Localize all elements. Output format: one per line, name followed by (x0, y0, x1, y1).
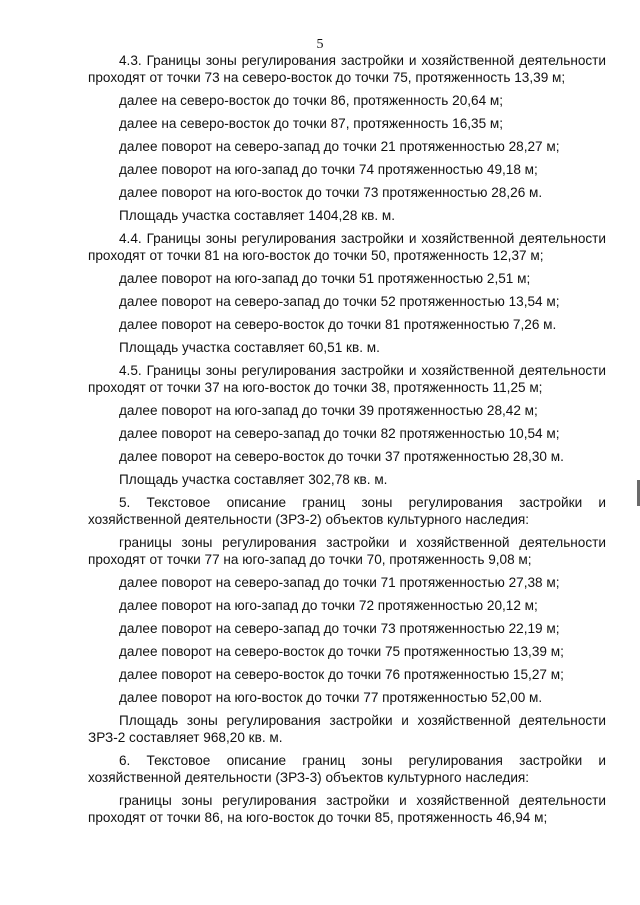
boundary-intro: границы зоны регулирования застройки и хозяйственной деятельности проходят от точки 86, на юго-восток до точки 85, протяженность 46,94 м; (88, 793, 606, 825)
boundary-line: далее поворот на северо-запад до точки 73 протяженностью 22,19 м; (119, 621, 560, 636)
area-line: Площадь участка составляет 60,51 кв. м. (119, 340, 380, 355)
boundary-line: далее поворот на юго-запад до точки 72 протяженностью 20,12 м; (119, 598, 538, 613)
boundary-line: далее поворот на юго-восток до точки 73 протяженностью 28,26 м. (119, 185, 543, 200)
area-line: Площадь участка составляет 302,78 кв. м. (119, 472, 388, 487)
boundary-line: далее поворот на северо-восток до точки 81 протяженностью 7,26 м. (119, 317, 557, 332)
boundary-line: далее на северо-восток до точки 86, протяженность 20,64 м; (119, 93, 504, 108)
boundary-line: далее поворот на юго-восток до точки 77 протяженностью 52,00 м. (119, 690, 543, 705)
boundary-intro: границы зоны регулирования застройки и хозяйственной деятельности проходят от точки 77 на юго-запад до точки 70, протяженность 9,08 м; (88, 535, 606, 567)
boundary-line: далее поворот на юго-запад до точки 74 протяженностью 49,18 м; (119, 162, 538, 177)
document-body (88, 52, 606, 826)
paragraph-4-5: 4.5. Границы зоны регулирования застройки и хозяйственной деятельности проходят от точки 37 на юго-восток до точки 38, протяженность 11,25 м; (88, 363, 606, 395)
boundary-line: далее поворот на северо-запад до точки 71 протяженностью 27,38 м; (119, 575, 560, 590)
boundary-line: далее поворот на северо-восток до точки 37 протяженностью 28,30 м. (119, 449, 564, 464)
section-5-heading: 5. Текстовое описание границ зоны регулирования застройки и хозяйственной деятельности (ЗРЗ-2) объектов культурного наследия: (88, 495, 606, 527)
boundary-line: далее поворот на северо-запад до точки 52 протяженностью 13,54 м; (119, 294, 560, 309)
boundary-line: далее поворот на юго-запад до точки 51 протяженностью 2,51 м; (119, 271, 531, 286)
boundary-line: далее поворот на северо-запад до точки 82 протяженностью 10,54 м; (119, 426, 560, 441)
boundary-line: далее поворот на северо-запад до точки 21 протяженностью 28,27 м; (119, 139, 560, 154)
area-line: Площадь участка составляет 1404,28 кв. м. (119, 208, 396, 223)
page-number: 5 (316, 37, 324, 52)
boundary-line: далее поворот на юго-запад до точки 39 протяженностью 28,42 м; (119, 403, 538, 418)
area-paragraph: Площадь зоны регулирования застройки и хозяйственной деятельности ЗРЗ-2 составляет 968,20 кв. м. (88, 713, 606, 745)
boundary-line: далее на северо-восток до точки 87, протяженность 16,35 м; (119, 116, 504, 131)
paragraph-4-4: 4.4. Границы зоны регулирования застройки и хозяйственной деятельности проходят от точки 81 на юго-восток до точки 50, протяженность 12,37 м; (88, 231, 606, 263)
boundary-line: далее поворот на северо-восток до точки 76 протяженностью 15,27 м; (119, 667, 564, 682)
boundary-line: далее поворот на северо-восток до точки 75 протяженностью 13,39 м; (119, 644, 564, 659)
section-6-heading: 6. Текстовое описание границ зоны регулирования застройки и хозяйственной деятельности (ЗРЗ-3) объектов культурного наследия: (88, 753, 606, 785)
paragraph-4-3: 4.3. Границы зоны регулирования застройки и хозяйственной деятельности проходят от точки 73 на северо-восток до точки 75, протяженность 13,39 м; (88, 53, 606, 85)
